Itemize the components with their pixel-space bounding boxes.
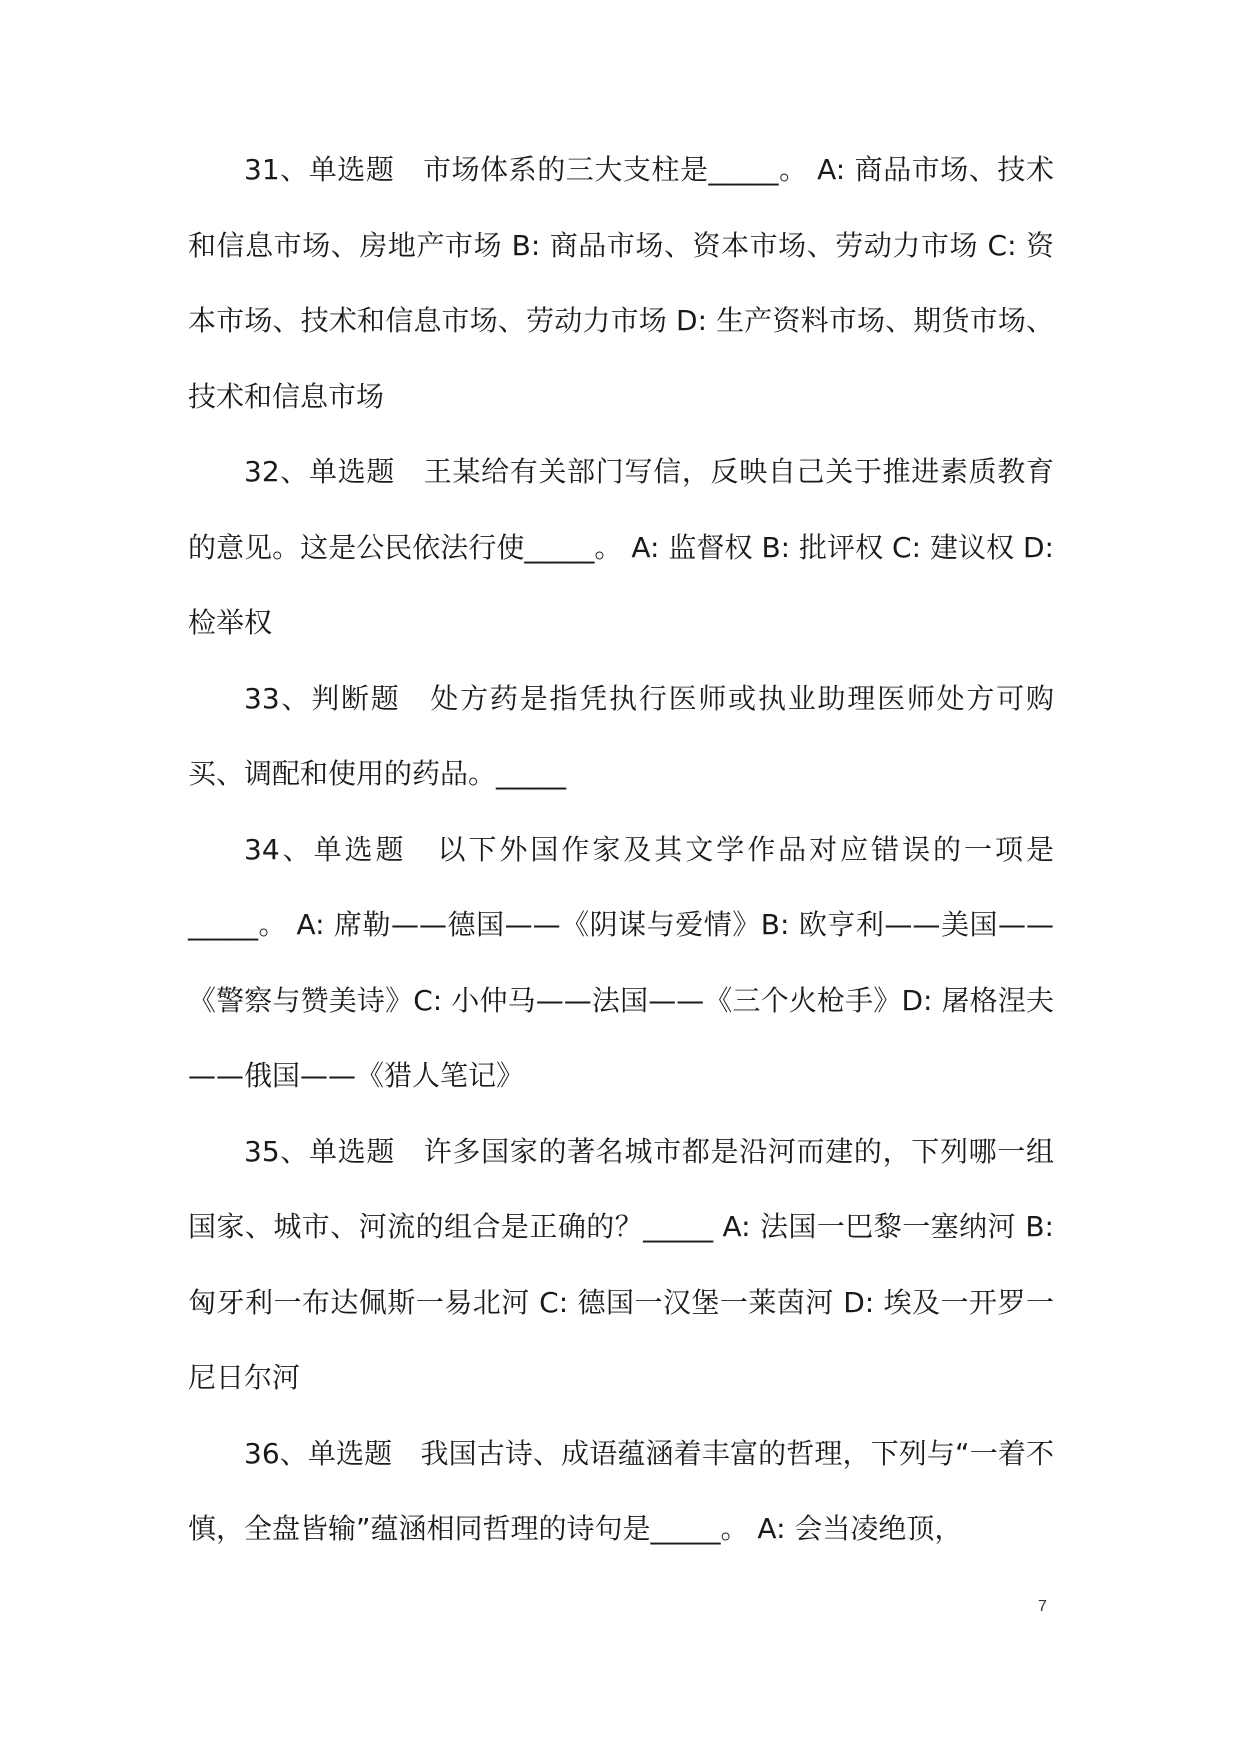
question-type: 单选题: [313, 832, 407, 866]
question-type: 单选题: [308, 153, 395, 186]
question-type: 判断题: [311, 681, 401, 715]
question-number: 34、: [244, 832, 314, 866]
question-list: [188, 132, 1054, 1567]
question-text: 许多国家的著名城市都是沿河而建的，下列哪一组国家、城市、河流的组合是正确的？_____ A: 法国一巴黎一塞纳河 B: 匈牙利一布达佩斯一易北河 C: 德国一汉堡一莱茵河 D: 埃及一开罗一尼日尔河: [188, 1134, 1054, 1394]
question-text: 处方药是指凭执行医师或执业助理医师处方可购买、调配和使用的药品。_____: [188, 681, 1054, 790]
question-number: 31、: [244, 153, 309, 186]
question-33: [188, 661, 1054, 812]
question-type: 单选题: [307, 1436, 393, 1470]
question-number: 32、: [244, 455, 309, 488]
question-text: 王某给有关部门写信，反映自己关于推进素质教育的意见。这是公民依法行使_____。 A: 监督权 B: 批评权 C: 建议权 D: 检举权: [188, 455, 1054, 639]
question-number: 35、: [244, 1134, 309, 1168]
question-32: [188, 434, 1054, 661]
question-number: 33、: [244, 681, 312, 715]
question-36: [188, 1416, 1054, 1567]
question-number: 36、: [244, 1436, 308, 1470]
question-type: 单选题: [309, 455, 396, 488]
question-text: 市场体系的三大支柱是_____。 A: 商品市场、技术和信息市场、房地产市场 B: 商品市场、资本市场、劳动力市场 C: 资本市场、技术和信息市场、劳动力市场 D: 生产资料市场、期货市场、技术和信息市场: [188, 153, 1054, 413]
question-text: 以下外国作家及其文学作品对应错误的一项是_____。 A: 席勒——德国——《阴谋与爱情》B: 欧亨利——美国——《警察与赞美诗》C: 小仲马——法国——《三个火枪手》D: 屠格涅夫——俄国——《猎人笔记》: [188, 832, 1054, 1092]
page-number: 7: [1038, 1598, 1047, 1615]
question-35: [188, 1114, 1054, 1416]
question-text: 我国古诗、成语蕴涵着丰富的哲理，下列与“一着不慎，全盘皆输”蕴涵相同哲理的诗句是_____。 A: 会当凌绝顶，: [188, 1436, 1054, 1545]
question-31: [188, 132, 1054, 434]
question-34: [188, 812, 1054, 1114]
question-type: 单选题: [309, 1134, 396, 1168]
